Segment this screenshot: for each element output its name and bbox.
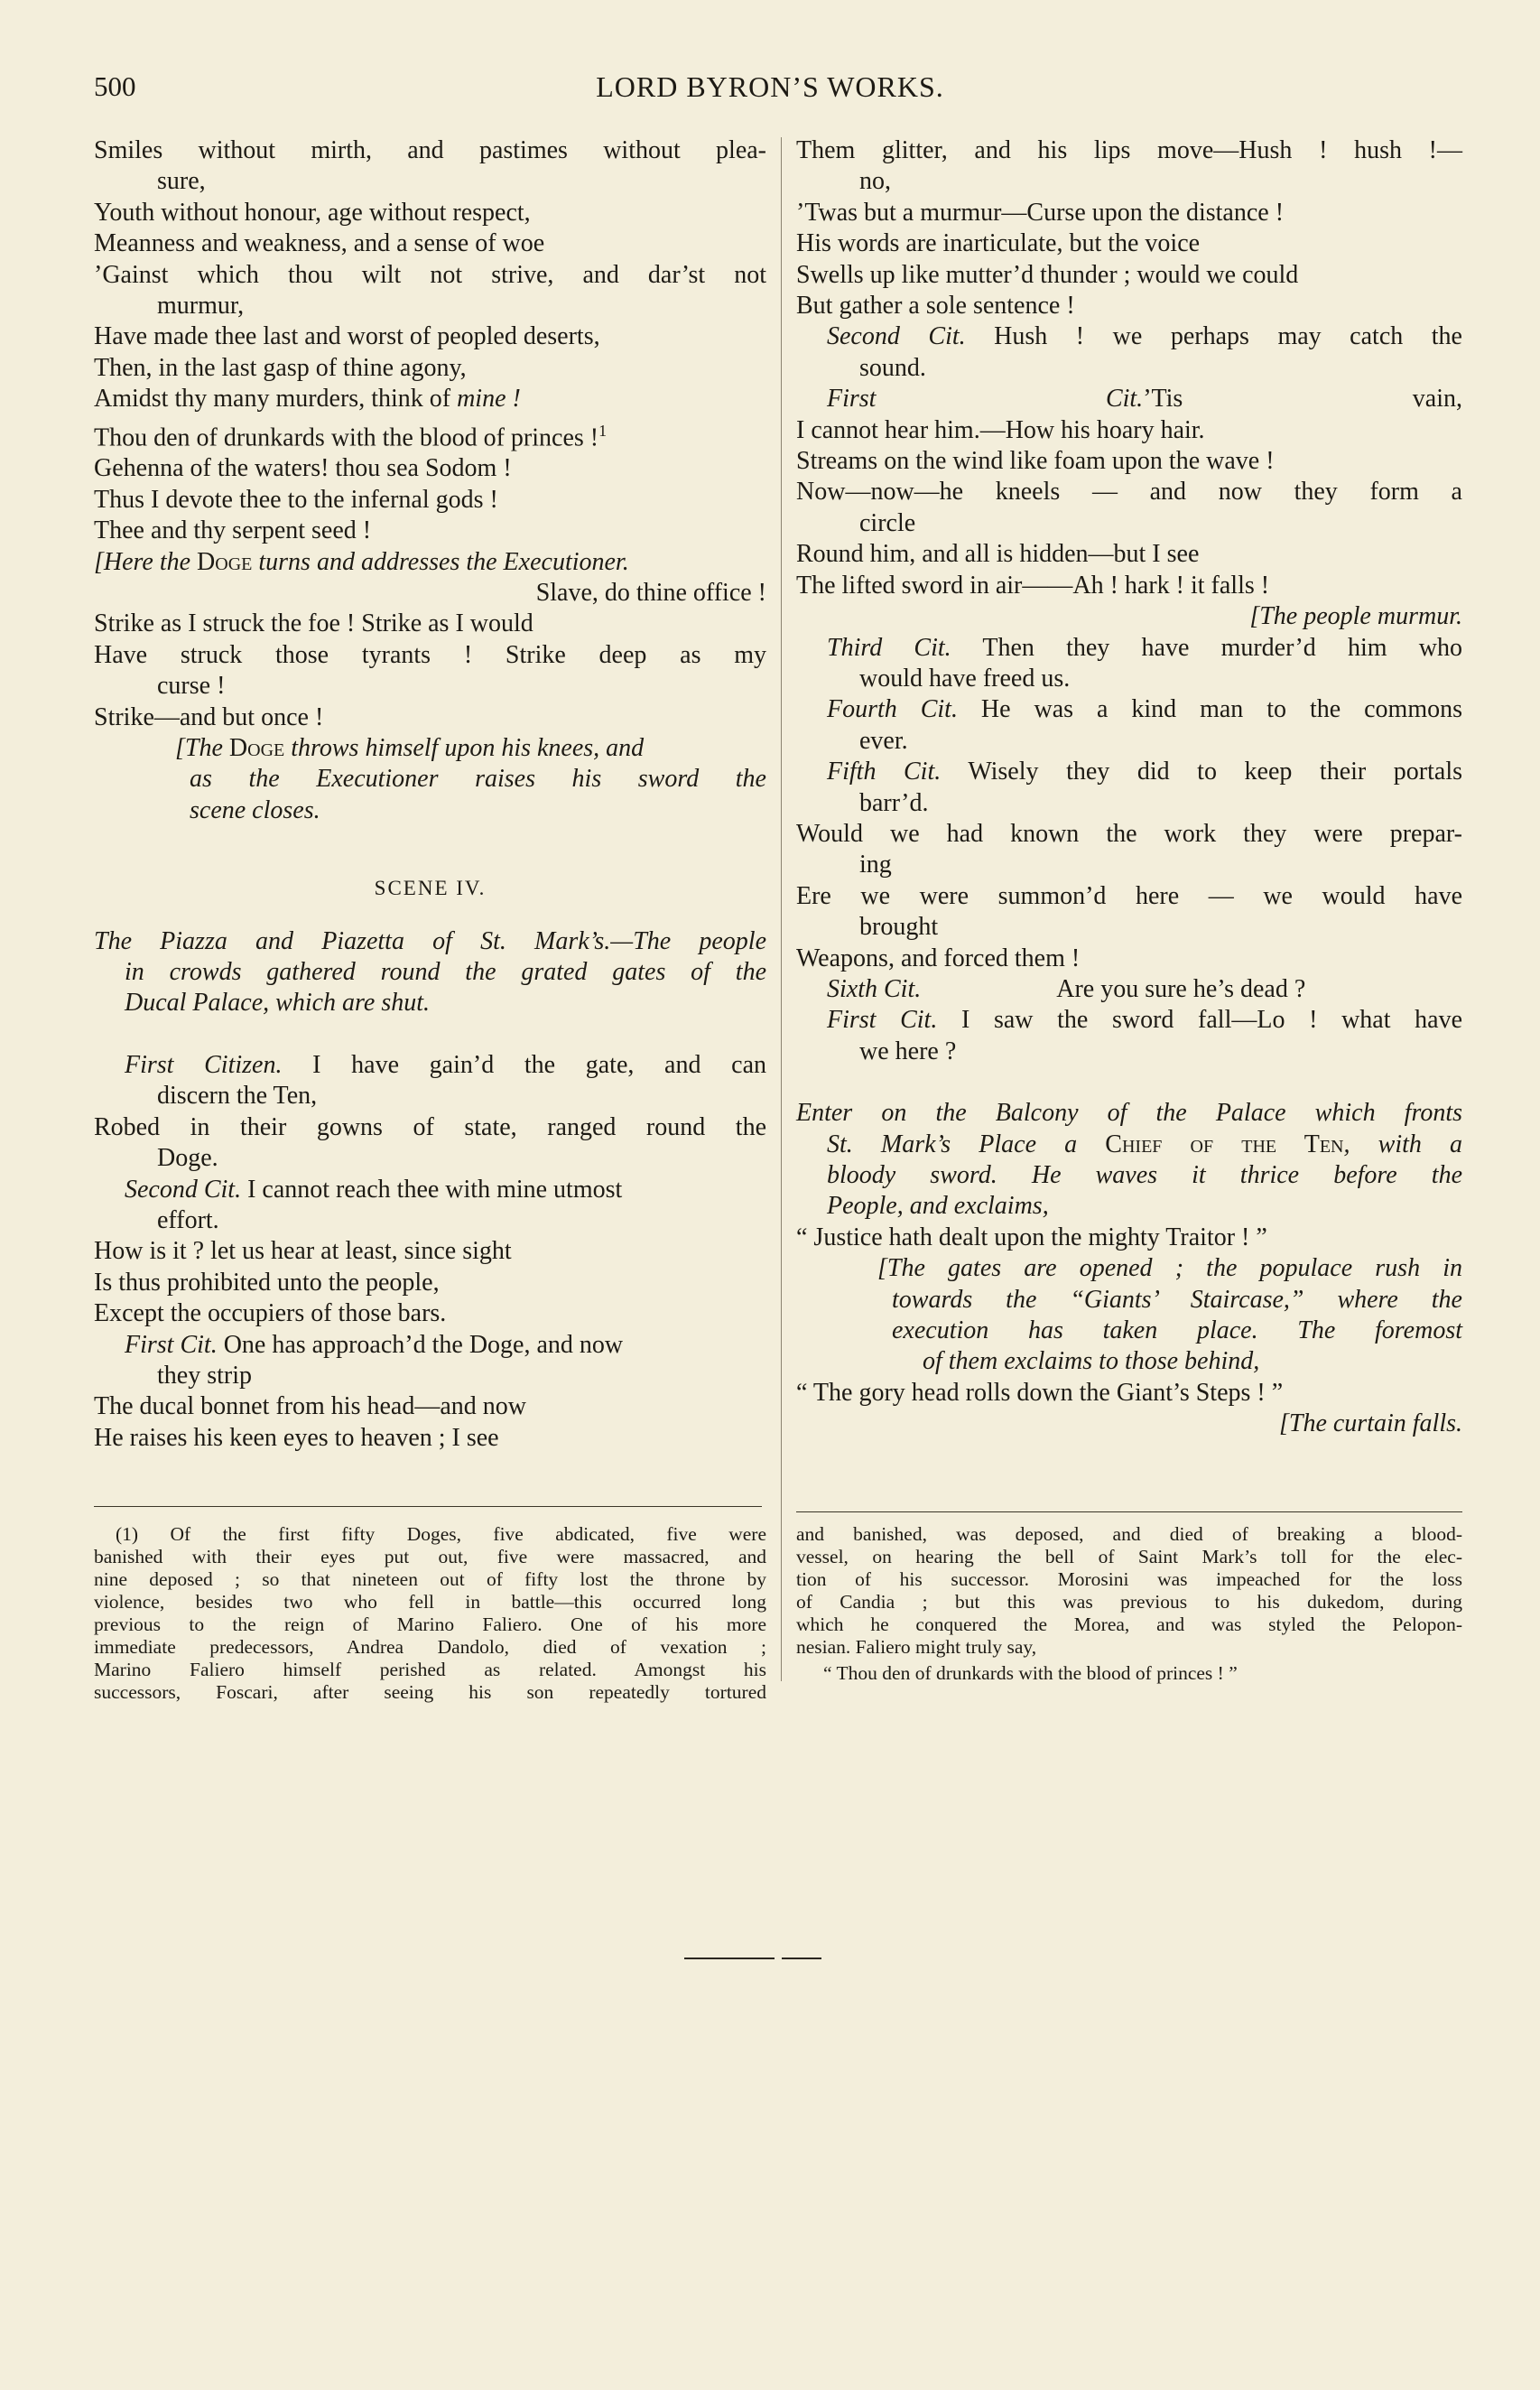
speaker-name: First Cit. <box>125 1330 218 1359</box>
footnote-line: of Candia ; but this was previous to his dukedom, during <box>796 1591 1462 1613</box>
footnote-quote: “ Thou den of drunkards with the blood of princes ! ” <box>823 1662 1238 1684</box>
character-name: Doge <box>197 547 253 576</box>
scene-setting: Ducal Palace, which are shut. <box>125 989 431 1018</box>
stage-text: , with a <box>1343 1130 1463 1158</box>
right-column <box>796 135 1462 1440</box>
stage-direction <box>94 547 766 578</box>
dialogue-text: I saw the sword fall—Lo ! what have <box>960 1006 1462 1035</box>
dialogue-line <box>796 321 1462 352</box>
verse-line: Swells up like mutter’d thunder ; would we could <box>796 260 1299 289</box>
footnote-marker: 1 <box>598 421 608 440</box>
footnote-line: vessel, on hearing the bell of Saint Mark’s toll for the elec- <box>796 1546 1462 1567</box>
dialogue-line <box>796 384 1462 414</box>
footnote-line: successors, Foscari, after seeing his son repeatedly tortured <box>94 1681 766 1703</box>
dialogue-line: barr’d. <box>859 788 929 817</box>
stage-text: throws himself upon his knees, and <box>284 734 645 763</box>
stage-direction <box>94 733 766 764</box>
dialogue-line <box>796 1005 1462 1036</box>
dialogue-line: Is thus prohibited unto the people, <box>94 1268 440 1297</box>
dialogue-text: One has approach’d the Doge, and now <box>223 1330 624 1359</box>
dialogue-line: Weapons, and forced them ! <box>796 944 1081 972</box>
verse-line: sure, <box>157 167 206 196</box>
dialogue-line <box>94 1175 766 1205</box>
dialogue-line: they strip <box>157 1361 252 1390</box>
dialogue-line: would have freed us. <box>859 664 1071 693</box>
page-number: 500 <box>94 70 136 102</box>
dialogue-text: I cannot reach thee with mine utmost <box>247 1175 623 1204</box>
stage-text: [ <box>175 734 185 763</box>
dialogue-line <box>796 757 1462 787</box>
verse-line: circle <box>859 508 916 537</box>
stage-direction: bloody sword. He waves it thrice before the <box>827 1161 1462 1189</box>
speaker-name: Second Cit. <box>827 322 966 351</box>
footnote-line: previous to the reign of Marino Faliero. One of his more <box>94 1613 766 1635</box>
stage-direction: [The curtain falls. <box>1278 1409 1462 1438</box>
verse-line: The lifted sword in air——Ah ! hark ! it falls ! <box>796 571 1270 600</box>
verse-text: Thou den of drunkards with the blood of princes ! <box>94 423 599 451</box>
verse-line: Thee and thy serpent seed ! <box>94 516 372 545</box>
stage-direction: Enter on the Balcony of the Palace which fronts <box>796 1099 1462 1128</box>
verse-line <box>94 384 766 414</box>
scene-heading: SCENE IV. <box>374 877 487 900</box>
column-divider <box>781 137 782 1681</box>
verse-line: Gehenna of the waters! thou sea Sodom ! <box>94 454 512 483</box>
verse-line: “ Justice hath dealt upon the mighty Traitor ! ” <box>796 1223 1267 1251</box>
character-name: Chief of the Ten <box>1105 1130 1344 1158</box>
verse-text: Amidst thy many murders, think of <box>94 385 458 414</box>
dialogue-line: we here ? <box>859 1037 957 1065</box>
stage-direction: [The people murmur. <box>1249 602 1462 631</box>
stage-direction: towards the “Giants’ Staircase,” where the <box>892 1285 1462 1314</box>
stage-text: The <box>184 734 229 763</box>
stage-direction: of them exclaims to those behind, <box>923 1347 1260 1376</box>
stage-direction <box>796 1130 1462 1160</box>
emphasis: mine ! <box>457 385 521 414</box>
dialogue-line: brought <box>859 913 939 942</box>
stage-direction: as the Executioner raises his sword the <box>190 765 766 794</box>
dialogue-text: Hush ! we perhaps may catch the <box>994 322 1462 351</box>
speaker-name: Fifth Cit. <box>827 758 942 786</box>
dialogue-line: effort. <box>157 1205 219 1234</box>
speaker-name: First Cit. <box>827 385 1144 414</box>
page-header <box>0 70 1540 116</box>
running-head: LORD BYRON’S WORKS. <box>596 70 944 103</box>
verse-line: Them glitter, and his lips move—Hush ! hush !— <box>796 136 1462 164</box>
stage-direction: execution has taken place. The foremost <box>892 1316 1462 1345</box>
stage-direction: scene closes. <box>190 795 320 824</box>
speaker-name: Third Cit. <box>827 633 951 662</box>
left-column <box>94 135 766 1454</box>
end-rule <box>684 1958 775 1959</box>
verse-line: murmur, <box>157 292 245 321</box>
dialogue-line <box>796 633 1462 664</box>
footnote-rule <box>796 1511 1462 1512</box>
verse-line: no, <box>859 167 891 196</box>
footnote-line: tion of his successor. Morosini was impeached for the loss <box>796 1568 1462 1590</box>
verse-line: ’Twas but a murmur—Curse upon the distance ! <box>796 198 1285 227</box>
dialogue-line <box>94 1050 766 1081</box>
dialogue-line <box>796 694 1462 725</box>
speaker-name: First Cit. <box>827 1006 938 1035</box>
stage-text: turns and addresses the Executioner. <box>252 547 629 576</box>
footnote-line: nesian. Faliero might truly say, <box>796 1636 1037 1658</box>
verse-line: Smiles without mirth, and pastimes without plea- <box>94 136 766 164</box>
footnote-line: banished with their eyes put out, five were massacred, and <box>94 1546 766 1567</box>
character-name: Doge <box>228 734 285 763</box>
footnote-line: which he conquered the Morea, and was styled the Pelopon- <box>796 1613 1462 1635</box>
dialogue-text: ’Tis vain, <box>1143 385 1462 414</box>
verse-line: Now—now—he kneels — and now they form a <box>796 478 1462 507</box>
verse-line: I cannot hear him.—How his hoary hair. <box>796 415 1205 444</box>
dialogue-line: discern the Ten, <box>157 1082 318 1111</box>
dialogue-line: He raises his keen eyes to heaven ; I see <box>94 1423 499 1452</box>
dialogue-line: Ere we were summon’d here — we would have <box>796 881 1462 910</box>
speaker-name: Fourth Cit. <box>827 695 958 724</box>
verse-line: His words are inarticulate, but the voice <box>796 229 1201 258</box>
dialogue-line: ever. <box>859 726 908 755</box>
verse-line: Meanness and weakness, and a sense of woe <box>94 229 545 258</box>
verse-line <box>94 415 766 454</box>
footnote-line: and banished, was deposed, and died of breaking a blood- <box>796 1523 1462 1545</box>
dialogue-line: Doge. <box>157 1144 218 1173</box>
footnote-line: (1) Of the first fifty Doges, five abdicated, five were <box>116 1523 766 1545</box>
speaker-name: Sixth Cit. <box>827 974 922 1003</box>
dialogue-line <box>796 974 1462 1005</box>
footnote-left <box>94 1523 766 1704</box>
verse-line: Strike as I struck the foe ! Strike as I would <box>94 609 533 638</box>
end-rule <box>782 1958 821 1959</box>
dialogue-line <box>94 1330 766 1361</box>
dialogue-line: Except the occupiers of those bars. <box>94 1299 447 1328</box>
dialogue-line: The ducal bonnet from his head—and now <box>94 1392 526 1421</box>
dialogue-line: Robed in their gowns of state, ranged round the <box>94 1112 766 1141</box>
dialogue-line: Would we had known the work they were prepar- <box>796 819 1462 848</box>
stage-direction: People, and exclaims, <box>827 1192 1049 1221</box>
stage-text: St. Mark’s Place a <box>827 1130 1106 1158</box>
dialogue-line: How is it ? let us hear at least, since sight <box>94 1237 512 1266</box>
verse-line: curse ! <box>157 672 226 701</box>
verse-line: Round him, and all is hidden—but I see <box>796 540 1200 569</box>
dialogue-text: Are you sure he’s dead ? <box>1056 974 1306 1003</box>
speaker-name: First Citizen. <box>125 1050 283 1079</box>
dialogue-text: Then they have murder’d him who <box>982 633 1462 662</box>
stage-text: [Here the <box>94 547 198 576</box>
scene-setting: in crowds gathered round the grated gates of the <box>125 958 766 987</box>
dialogue-line: ing <box>859 851 892 879</box>
footnote-right <box>796 1523 1462 1685</box>
footnote-line: violence, besides two who fell in battle—this occurred long <box>94 1591 766 1613</box>
verse-line: Then, in the last gasp of thine agony, <box>94 353 467 382</box>
footnote-line: Marino Faliero himself perished as related. Amongst his <box>94 1659 766 1680</box>
verse-line: Thus I devote thee to the infernal gods ! <box>94 485 498 514</box>
verse-line: Strike—and but once ! <box>94 702 324 731</box>
scene-setting: The Piazza and Piazetta of St. Mark’s.—The people <box>94 926 766 955</box>
verse-line: ’Gainst which thou wilt not strive, and dar’st not <box>94 260 766 289</box>
stage-direction: [The gates are opened ; the populace rush in <box>877 1254 1462 1283</box>
dialogue-text: He was a kind man to the commons <box>980 695 1463 724</box>
dialogue-text: I have gain’d the gate, and can <box>312 1050 766 1079</box>
footnote-line: nine deposed ; so that nineteen out of fifty lost the throne by <box>94 1568 766 1590</box>
speaker-name: Second Cit. <box>125 1175 242 1204</box>
verse-line: Slave, do thine office ! <box>535 579 766 608</box>
dialogue-line: sound. <box>859 353 926 382</box>
footnote-rule <box>94 1506 762 1507</box>
verse-line: “ The gory head rolls down the Giant’s Steps ! ” <box>796 1378 1284 1407</box>
footnote-line: immediate predecessors, Andrea Dandolo, died of vexation ; <box>94 1636 766 1658</box>
verse-line: Have struck those tyrants ! Strike deep as my <box>94 640 766 669</box>
verse-line: Have made thee last and worst of peopled deserts, <box>94 322 600 351</box>
verse-line: Streams on the wind like foam upon the wave ! <box>796 447 1275 476</box>
verse-line: Youth without honour, age without respect, <box>94 198 531 227</box>
verse-line: But gather a sole sentence ! <box>796 292 1075 321</box>
dialogue-text: Wisely they did to keep their portals <box>968 758 1463 786</box>
